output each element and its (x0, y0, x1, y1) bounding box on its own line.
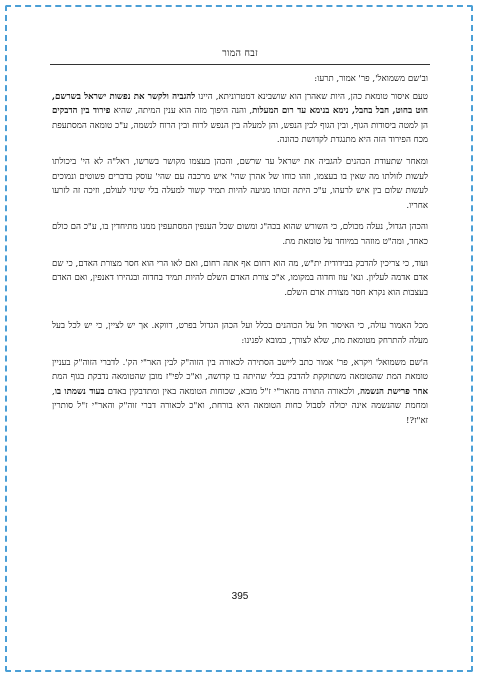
running-header: זבח המור (222, 48, 258, 59)
body-paragraph (52, 90, 428, 148)
source-citation (52, 72, 428, 87)
header-divider (50, 64, 430, 65)
paragraph-text: ומאחר שתעודת הכהנים להגביה את ישראל עד שרשם, והכהן בעצמו מקושר בשרשו, ראל"ה לא הי' ביכולתו לעשות לזולתו מה שאין בו בעצמו, וזהו כוחו של אהרן שהי' איש מרכבה עם שהי' עוסק בדברים פשוטים ונמוכים לעשות שלום בין איש לרעהו, ע"כ היתה זכותו מגיעה להיות תמיד קשור למעלה בלי שינוי לעולם, וזיכה זה לזרעו אחריו. (52, 156, 428, 211)
paragraph-text: , והנה היפוך מזה הוא ענין המיתה, שהיא (110, 106, 253, 117)
paragraph-text: הן למטה ביסודות הגוף, ובין הגוף לבין הנפש, והן למעלה בין הנפש לרוח ובין הרוח לנשמה, ע"כ טומאה המסתעפת מכח הפירוד הזה היא מתנגדת לקדושת כהונה. (52, 120, 428, 146)
paragraph-text: , ומחמת שהנשמה אינה יכולה לסבול כחות הטומאה היא בורחת, וא"כ לכאורה דברי זוה"ק והאר"י ז"ל סותרין זא"ז?! (52, 386, 428, 426)
page-number: 395 (231, 591, 249, 602)
emphasized-text: להגביה ולקשר את נפשות ישראל בשרשם, חוט בחוט, חבל בחבל, נימא בנימא עד רום המעלות (52, 91, 429, 117)
body-paragraph (52, 319, 428, 348)
paragraph-text: ה'שם משמואל' ויקרא, פר' אמור כתב ליישב הסתירה לכאורה בין הזוה"ק לבין האר"י הק'. לדברי הזוה"ק בעניין טומאת המת שהטומאה משתוקקת להדבק בכלי שהיתה בו קדושה, וא"כ לפי"ז מובן שהטומאה נדבקת בגוף המת (52, 357, 428, 383)
paragraph-spacer (52, 307, 428, 319)
paragraph-text: מכל האמור עולה, כי האיסור חל על הכוהנים בכלל ועל הכהן הגדול בפרט, דווקא. אך יש לציין, כי יש לכל בעל מעלה להתרחק מטומאת מת, שלא לצורך, כמובא לפנינו: (52, 321, 428, 346)
body-paragraph (52, 155, 428, 213)
paragraph-text: , ולכאורה התורה מהאר"י ז"ל מובא, שכוחות הטומאה באין ומתדבקין באדם (104, 386, 361, 397)
body-paragraph (52, 257, 428, 301)
emphasized-text: בעוד נשמתו בו (54, 386, 105, 397)
page-body (52, 72, 428, 435)
paragraph-text: טעם איסור טומאת כהן, היות שאהרן הוא שושבינא דמטרוניתא, היינו (195, 91, 428, 102)
paragraph-text: וב'שם משמואל', פר' אמור, תרעו: (314, 74, 428, 84)
emphasized-text: אחר פרישת הנשמה (360, 386, 428, 397)
emphasized-text: פירוד בין הדבקים (52, 106, 111, 117)
body-paragraph (52, 220, 428, 249)
body-paragraph (52, 356, 428, 429)
paragraph-text: ועוד, כי צריכין להדבק בבידודית ית"ש, מה הוא רחום אף אתה רחום, ואם לאו הרי הוא חסר מצורת האדם, כי שם אדם אדמה לעליון. ונא' עוז וחדוה במקומו, א"כ צורת האדם השלם להיות תמיד בחדוה ובגהירו דאנפין, ואם האדם בעצבות הוא נקרא חסר מצורת אדם השלם. (52, 258, 428, 298)
paragraph-text: והכהן הגדול, נעלה מכולם, כי השורש שהוא בכה"ג ומשום שכל הענפין המסתעפין ממנו מתיחדין בו, ע"כ הם כולם כאחד, ומה"ט מוזהר במיוחד על טומאת מת. (52, 222, 428, 247)
